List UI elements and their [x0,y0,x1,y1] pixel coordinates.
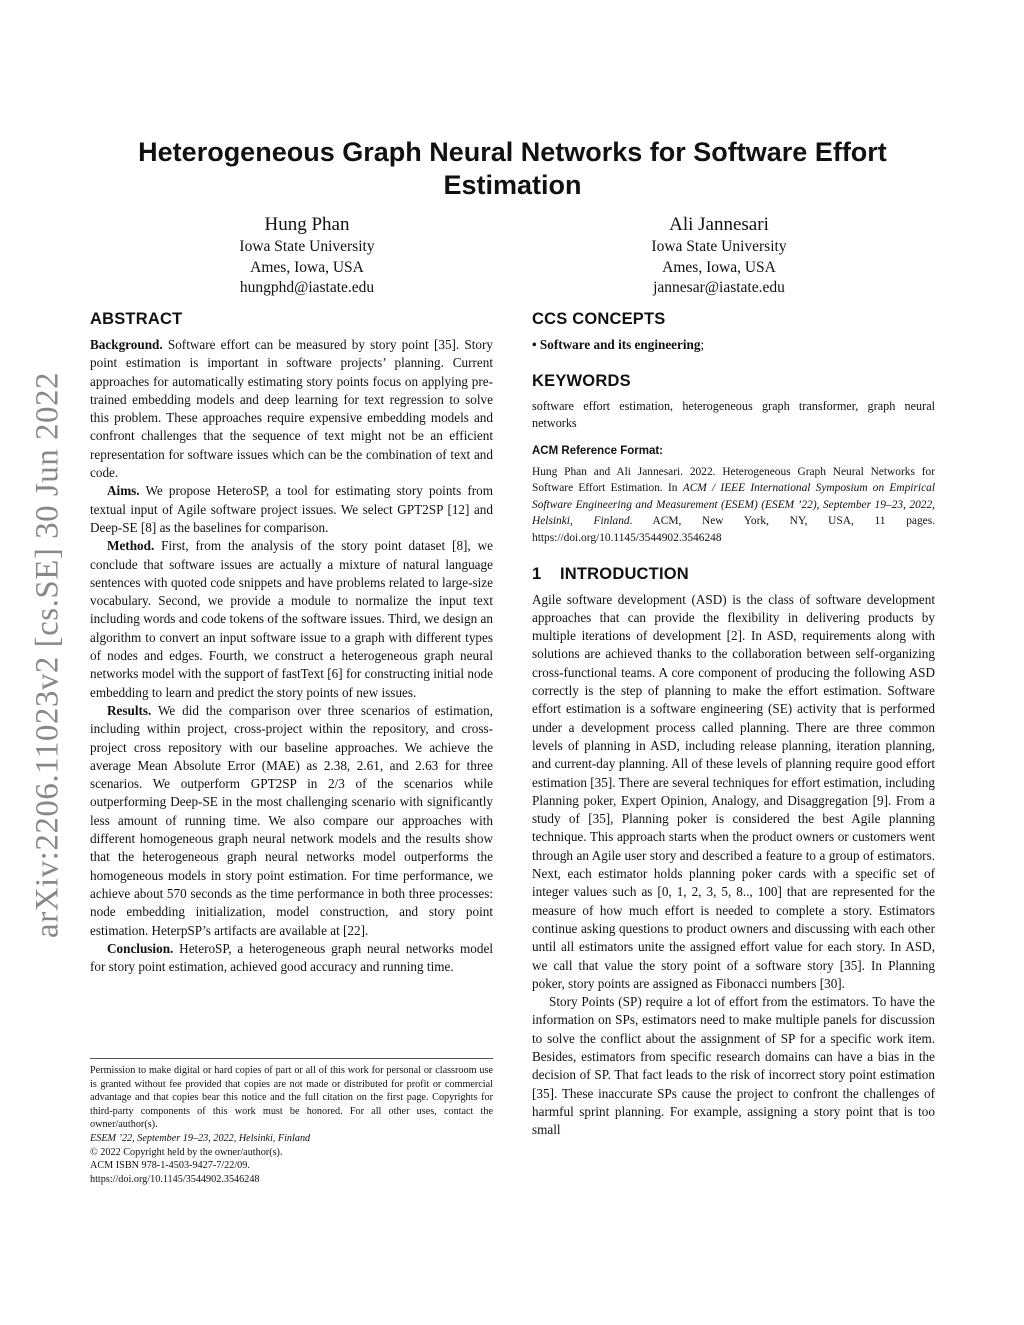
abstract-paragraph-background: Background. Software effort can be measured by story point [35]. Story point estimation is important in software projects’ planning. Current approaches for automatically estimating story points focus on applying pre-trained embedding models and deep learning for text regression to solve this problem. These approaches require expensive embedding models and confront challenges that the sequence of text might not be an efficient representation for software issues which can be the combination of text and code. [90,337,493,481]
copyright-footnote [90,1058,493,1186]
introduction-paragraph-1: Agile software development (ASD) is the class of software development approaches that can provide the flexibility in delivering products by multiple iterations of development [2]. In ASD, requirements along with solutions are achieved thanks to the collaboration between self-organizing cross-functional teams. A core component of producing the following ASD correctly is the step of planning to make the effort estimation. Software effort estimation is a software engineering (SE) activity that is performed under a development process called planning. There are three common levels of planning in ASD, including release planning, iteration planning, and current-day planning. All of these levels of planning require good effort estimation [35]. There are several techniques for effort estimation, including Planning poker, Expert Opinion, Analogy, and Disaggregation [9]. From a study of [35], Planning poker is considered the best Agile planning technique. This approach starts when the product owners or customers went through an Agile user story and described a feature to a group of estimators. Next, each estimator holds planning poker cards with a specific set of integer values such as [0, 1, 2, 3, 5, 8.., 100] that are represented for the measure of how much effort is needed to complete a story. Estimators continue asking questions to product owners and discussing with each other until all estimators unite the assigned effort value for each story. In ASD, we call that value the story point of a software story [35]. In Planning poker, story points are assigned as Fibonacci numbers [30]. [532,591,935,991]
abstract-heading: ABSTRACT [90,310,183,328]
author-email: jannesar@iastate.edu [653,279,785,296]
author-location: Ames, Iowa, USA [250,258,364,276]
abstract-paragraph-method: Method. First, from the analysis of the story point dataset [8], we conclude that software issues are actually a mixture of natural language sentences with quoted code snippets and have problems related to large-size vocabulary. Second, we provide a module to normalize the input text including words and code tokens of the software issues. Third, we design an algorithm to convert an input software issue to a graph with different types of nodes and edges. Fourth, we construct a heterogeneous graph neural networks model with the support of fastText [6] for constructing initial node embedding to learn and predict the story points of new issues. [90,538,493,700]
author-block-2 [569,213,869,299]
author-affiliation: Iowa State University [651,238,787,255]
ccs-item: • Software and its engineering; [532,337,705,352]
author-affiliation: Iowa State University [239,238,375,255]
abstract-paragraph-results: Results. We did the comparison over three scenarios of estimation, including within project, cross-project within the repository, and cross-project cross repository with our baseline approaches. We achieve the average Mean Absolute Error (MAE) as 2.38, 2.61, and 2.63 for three scenarios. We outperform GPT2SP in 2/3 of the scenarios while outperforming Deep-SE in the most challenging scenario with significantly less amount of running time. We also compare our approaches with different homogeneous graph neural network models and the results show that the heterogeneous graph neural networks model outperforms the homogeneous models in story point estimation. For time performance, we achieve about 570 seconds as the time performance in both three processes: node embedding initialization, model construction, and story point estimation. HeterpSP’s artifacts are available at [22]. [90,702,493,938]
introduction-heading: 1 INTRODUCTION [532,564,689,583]
permission-notice: Permission to make digital or hard copies of part or all of this work for personal or classroom use is granted without fee provided that copies are not made or distributed for profit or commercial advantage and that copies bear this notice and the full citation on the first page. Copyrights for third-party components of this work must be honored. For all other uses, contact the owner/author(s). [90,1065,493,1131]
acm-reference-heading: ACM Reference Format: [532,445,663,458]
author-email: hungphd@iastate.edu [239,279,375,296]
author-block-1 [157,213,457,299]
acm-reference-text: Hung Phan and Ali Jannesari. 2022. Heterogeneous Graph Neural Networks for Software Effort Estimation. In ACM / IEEE International Symposium on Empirical Software Engineering and Measurement (ESEM) (ESEM ’22), September 19–23, 2022, Helsinki, Finland. ACM, New York, NY, USA, 11 pages. https://doi.org/10.1145/3544902.3546248 [532,465,935,544]
paper-title: Heterogeneous Graph Neural Networks for Software Effort Estimation [138,137,887,200]
introduction-paragraph-2: Story Points (SP) require a lot of effort from the estimators. To have the information on SPs, estimators need to make multiple panels for discussion to solve the conflict about the assignment of SP for a specific work item. Besides, estimators from specific research domains can have a bias in the decision of SP. That fact leads to the risk of incorrect story point estimation [35]. These inaccurate SPs cause the project to confront the challenges of harmful sprint planning. For example, assigning a story point that is too small [532,994,935,1138]
left-column [90,308,493,976]
ccs-heading: CCS CONCEPTS [532,310,666,328]
abstract-paragraph-conclusion: Conclusion. HeteroSP, a heterogeneous graph neural networks model for story point estimation, achieved good accuracy and running time. [90,940,493,975]
right-column [532,308,935,1139]
keywords-text: software effort estimation, heterogeneous graph transformer, graph neural networks [532,399,935,431]
arxiv-identifier-text: arXiv:2206.11023v2 [cs.SE] 30 Jun 2022 [29,372,65,938]
isbn-line: ACM ISBN 978-1-4503-9427-7/22/09. [90,1160,250,1172]
author-location: Ames, Iowa, USA [662,258,776,276]
keywords-heading: KEYWORDS [532,372,631,391]
doi-link[interactable]: https://doi.org/10.1145/3544902.3546248 [90,1173,260,1185]
author-name: Hung Phan [264,214,350,235]
arxiv-identifier [20,365,75,945]
venue-line: ESEM ’22, September 19–23, 2022, Helsinki, Finland [90,1132,311,1144]
copyright-line: © 2022 Copyright held by the owner/author(s). [90,1146,283,1158]
abstract-paragraph-aims: Aims. We propose HeteroSP, a tool for estimating story points from textual input of Agile software project issues. We select GPT2SP [12] and Deep-SE [8] as the baselines for comparison. [90,483,493,535]
author-name: Ali Jannesari [669,214,769,235]
